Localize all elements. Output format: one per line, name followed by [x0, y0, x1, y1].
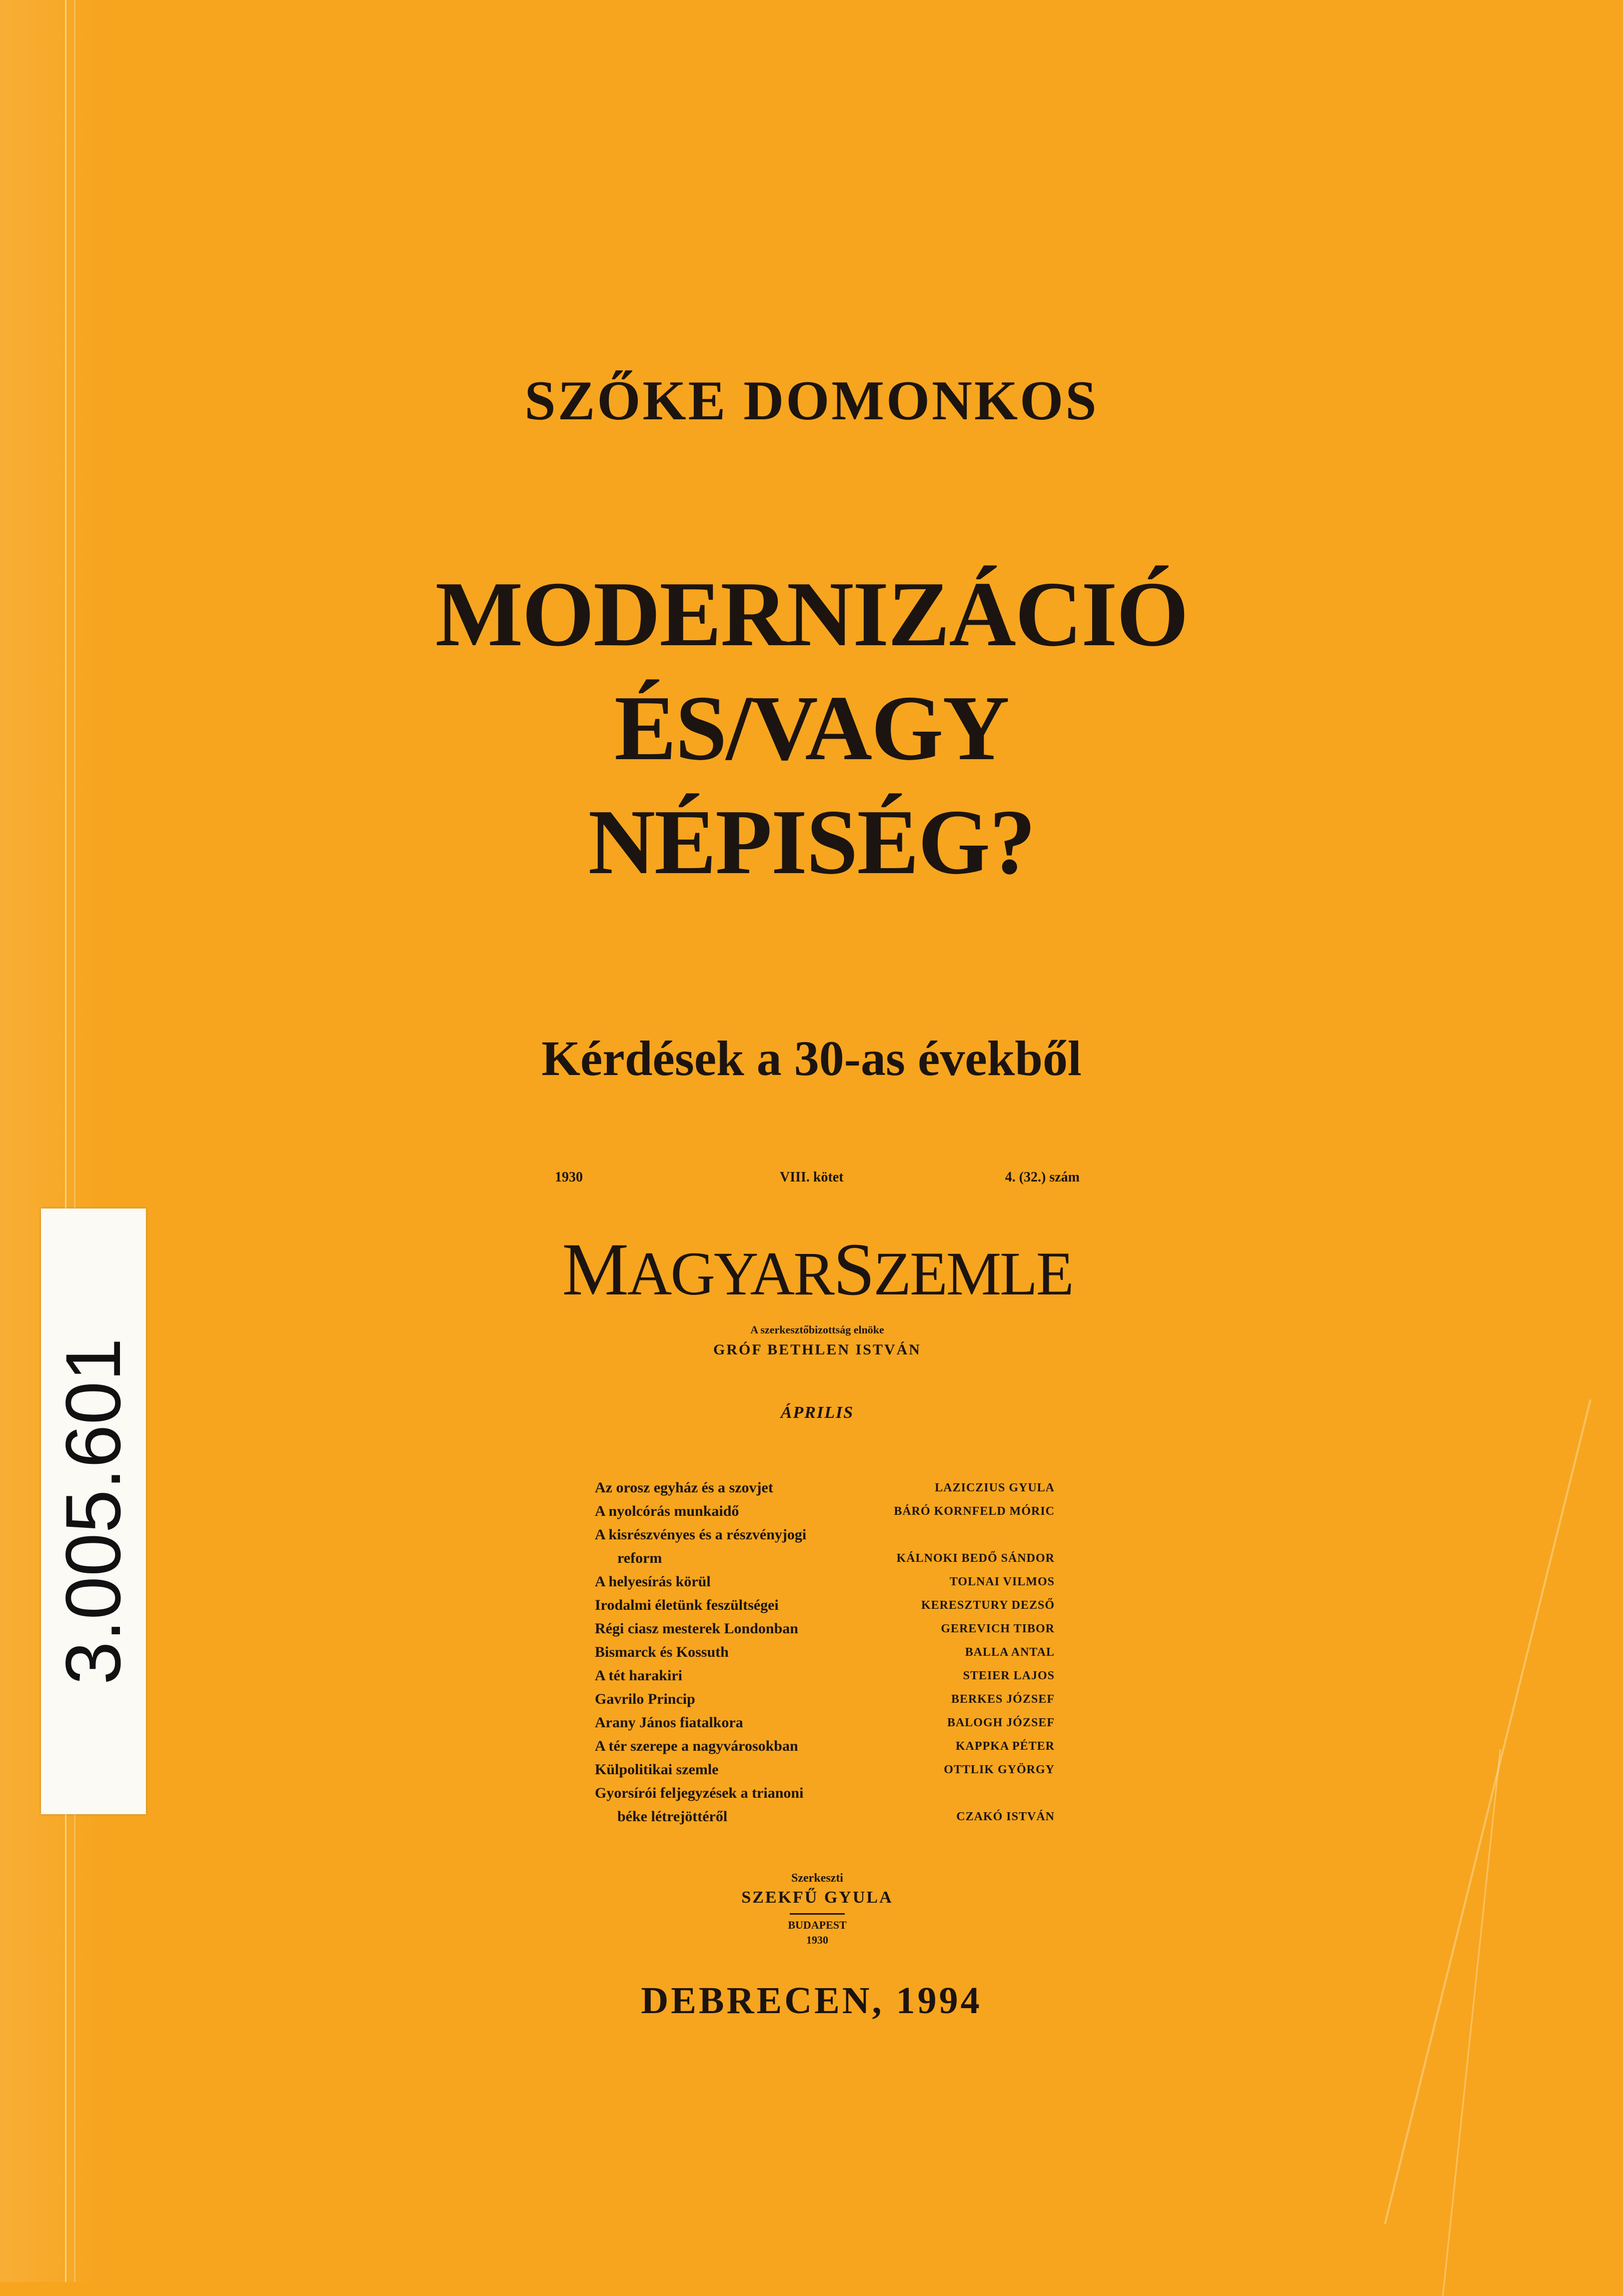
magazine-facsimile [555, 1169, 1080, 1946]
toc-title: A helyesírás körül [595, 1573, 711, 1590]
toc-row [595, 1738, 1055, 1761]
toc-title: Bismarck és Kossuth [595, 1644, 729, 1660]
magazine-logo [555, 1228, 1080, 1311]
toc-row [595, 1550, 1055, 1573]
toc-title: A kisrészvényes és a részvényjogi [595, 1526, 807, 1543]
toc-author: BÁRÓ KORNFELD MÓRIC [894, 1505, 1055, 1518]
book-subtitle: Kérdések a 30-as évekből [541, 1031, 1082, 1086]
logo-initial: S [833, 1228, 874, 1311]
divider [790, 1913, 845, 1915]
toc-row [595, 1714, 1055, 1738]
toc-title: Arany János fiatalkora [595, 1714, 743, 1731]
toc-row [595, 1620, 1055, 1644]
title-line: ÉS/VAGY [614, 677, 1009, 780]
toc-row [595, 1691, 1055, 1714]
spine-crease [65, 0, 66, 2282]
cover-crease [1384, 1399, 1592, 2224]
magazine-issue: 4. (32.) szám [1005, 1169, 1080, 1185]
toc-row [595, 1808, 1055, 1832]
editor-name: SZEKFŰ GYULA [741, 1888, 893, 1907]
chair-name: GRÓF BETHLEN ISTVÁN [713, 1341, 921, 1358]
toc-row [595, 1644, 1055, 1667]
title-line: NÉPISÉG? [588, 791, 1035, 894]
toc-author: GEREVICH TIBOR [941, 1622, 1055, 1635]
toc-row [595, 1479, 1055, 1503]
magazine-city-year: 1930 [806, 1934, 828, 1946]
toc-title: béke létrejöttéről [617, 1808, 728, 1825]
magazine-city: BUDAPEST [788, 1919, 847, 1931]
toc-author: KAPPKA PÉTER [955, 1740, 1055, 1753]
toc-title: Gavrilo Princip [595, 1691, 695, 1707]
toc-author: BERKES JÓZSEF [951, 1693, 1055, 1706]
toc-title: Az orosz egyház és a szovjet [595, 1479, 773, 1496]
magazine-meta [555, 1169, 1080, 1189]
table-of-contents [595, 1479, 1055, 1832]
toc-title: Irodalmi életünk feszültségei [595, 1597, 779, 1613]
toc-author: BALOGH JÓZSEF [947, 1716, 1055, 1729]
toc-author: KÁLNOKI BEDŐ SÁNDOR [896, 1552, 1055, 1565]
book-title [0, 557, 1623, 899]
author-name: SZŐKE DOMONKOS [524, 370, 1099, 432]
editor-label: Szerkeszti [791, 1872, 843, 1885]
toc-title: Gyorsírói feljegyzések a trianoni [595, 1785, 804, 1801]
toc-author: STEIER LAJOS [963, 1669, 1055, 1682]
toc-title: A tét harakiri [595, 1667, 682, 1684]
title-line: MODERNIZÁCIÓ [435, 563, 1188, 666]
toc-title: A nyolcórás munkaidő [595, 1503, 739, 1519]
cover-crease [1442, 1749, 1501, 2296]
toc-title: Külpolitikai szemle [595, 1761, 719, 1778]
toc-row [595, 1667, 1055, 1691]
toc-title: A tér szerepe a nagyvárosokban [595, 1738, 798, 1754]
logo-rest: AGYAR [627, 1239, 833, 1308]
toc-row [595, 1785, 1055, 1808]
toc-row [595, 1573, 1055, 1597]
library-call-number-sticker [41, 1208, 146, 1814]
toc-author: LAZICZIUS GYULA [935, 1481, 1055, 1494]
toc-title: reform [617, 1550, 662, 1566]
magazine-volume: VIII. kötet [780, 1169, 844, 1185]
toc-author: OTTLIK GYÖRGY [944, 1763, 1055, 1776]
toc-row [595, 1761, 1055, 1785]
logo-rest: ZEMLE [873, 1239, 1073, 1308]
toc-row [595, 1503, 1055, 1526]
toc-author: CZAKÓ ISTVÁN [956, 1810, 1055, 1823]
toc-author: TOLNAI VILMOS [949, 1575, 1055, 1588]
toc-author: KERESZTURY DEZSŐ [921, 1599, 1055, 1612]
magazine-year: 1930 [555, 1169, 583, 1185]
call-number: 3.005.601 [50, 1338, 137, 1685]
publication-place-year: DEBRECEN, 1994 [641, 1980, 982, 2022]
toc-row [595, 1526, 1055, 1550]
magazine-footer [555, 1872, 1080, 1947]
spine-crease [74, 0, 75, 2282]
toc-title: Régi ciasz mesterek Londonban [595, 1620, 798, 1637]
issue-month: ÁPRILIS [780, 1403, 854, 1422]
chair-title: A szerkesztőbizottság elnöke [750, 1323, 884, 1336]
toc-row [595, 1597, 1055, 1620]
toc-author: BALLA ANTAL [965, 1646, 1055, 1659]
logo-initial: M [562, 1228, 627, 1311]
